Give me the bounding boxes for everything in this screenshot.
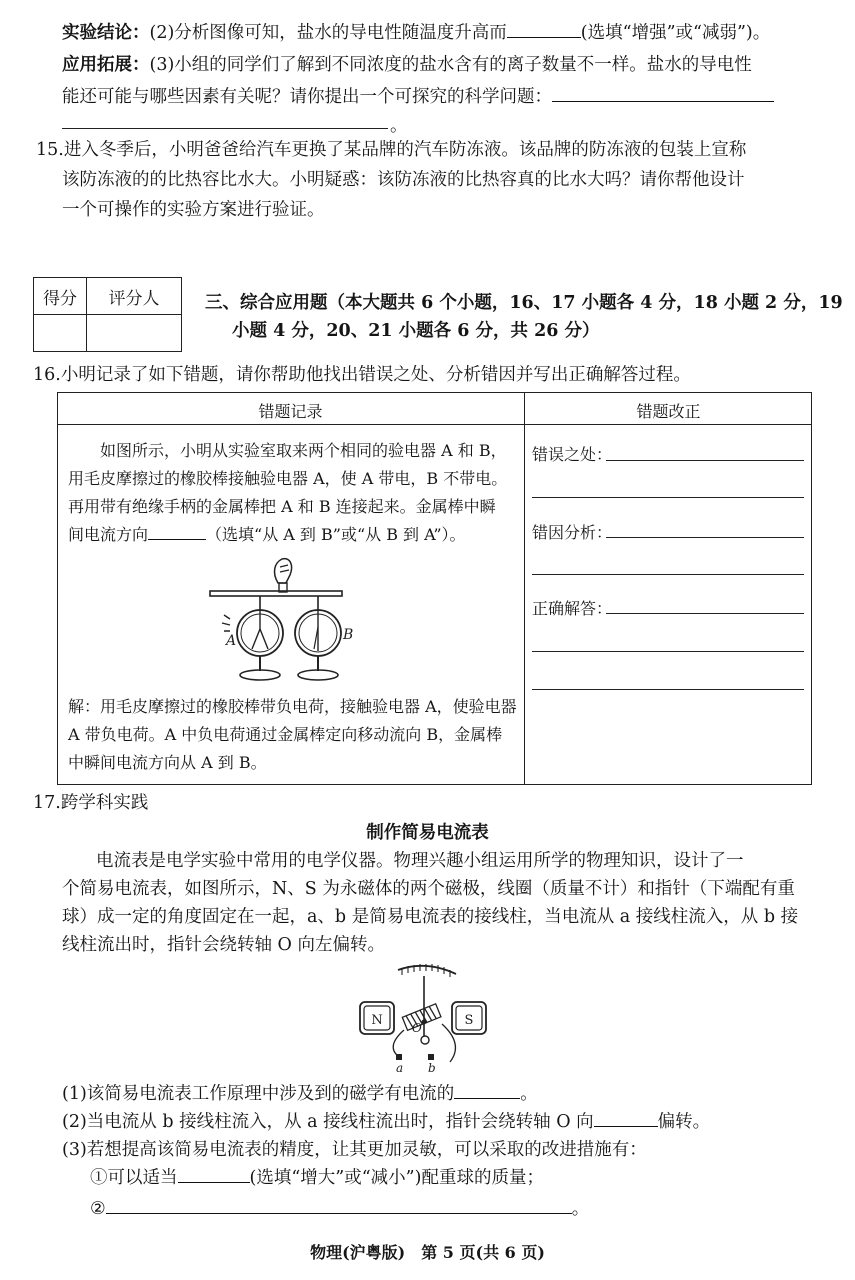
cause-line-2[interactable] bbox=[532, 574, 804, 575]
cause-label: 错因分析： bbox=[532, 523, 613, 542]
score-label: 得分 bbox=[34, 278, 87, 315]
error-label: 错误之处： bbox=[532, 445, 613, 464]
q14-extension: 应用拓展：(3)小组的同学们了解到不同浓度的盐水含有的离子数量不一样。盐水的导电性 bbox=[62, 55, 752, 75]
conclusion-label: 实验结论： bbox=[62, 23, 150, 43]
answer-line[interactable] bbox=[62, 128, 388, 129]
extension-label: 应用拓展： bbox=[62, 55, 150, 75]
n-pole-label: N bbox=[371, 1013, 383, 1028]
question-number: 15. bbox=[36, 140, 64, 160]
table-column-rule bbox=[524, 392, 525, 784]
ammeter-figure bbox=[352, 958, 492, 1074]
q14-conclusion: 实验结论：(2)分析图像可知，盐水的导电性随温度升高而 (选填“增强”或“减弱”)。 bbox=[62, 23, 771, 43]
q14-extension-line2: 能还可能与哪些因素有关呢？请你提出一个可探究的科学问题： bbox=[62, 84, 774, 110]
q15-line2: 该防冻液的的比热容比水大。小明疑惑：该防冻液的比热容真的比水大吗？请你帮他设计 bbox=[62, 170, 745, 190]
correct-line-2[interactable] bbox=[532, 651, 804, 652]
q17-option2: ② 。 bbox=[90, 1199, 590, 1219]
correct-label: 正确解答： bbox=[532, 599, 613, 618]
record-line-1: 如图所示，小明从实验室取来两个相同的验电器 A 和 B， bbox=[100, 441, 507, 460]
record-line-3: 再用带有绝缘手柄的金属棒把 A 和 B 连接起来。金属棒中瞬 bbox=[68, 497, 496, 516]
cause-line[interactable] bbox=[606, 537, 804, 538]
answer-blank[interactable] bbox=[594, 1125, 658, 1127]
score-box bbox=[33, 277, 182, 352]
q17-para-4: 线柱流出时，指针会绕转轴 O 向左偏转。 bbox=[62, 935, 385, 955]
table-header-rule bbox=[57, 424, 812, 425]
section-title-line1: 三、综合应用题（本大题共 6 个小题，16、17 小题各 4 分，18 小题 2 分，19 bbox=[205, 293, 843, 313]
answer-blank[interactable] bbox=[106, 1212, 572, 1214]
question-number: 16. bbox=[33, 365, 61, 385]
electroscope-figure bbox=[200, 553, 360, 693]
q17-heading: 17.跨学科实践 bbox=[33, 793, 149, 813]
q16-prompt: 16.小明记录了如下错题，请你帮助他找出错误之处、分析错因并写出正确解答过程。 bbox=[33, 365, 691, 385]
q15-line1: 15.进入冬季后，小明爸爸给汽车更换了某品牌的汽车防冻液。该品牌的防冻液的包装上宣称 bbox=[36, 140, 747, 160]
q15-line3: 一个可操作的实验方案进行验证。 bbox=[62, 200, 325, 220]
q17-sub1: (1)该简易电流表工作原理中涉及到的磁学有电流的 。 bbox=[62, 1084, 538, 1104]
q17-para-2: 个简易电流表，如图所示，N、S 为永磁体的两个磁极，线圈（质量不计）和指针（下端配有重 bbox=[62, 879, 795, 899]
record-line-2: 用毛皮摩擦过的橡胶棒接触验电器 A，使 A 带电，B 不带电。 bbox=[68, 469, 508, 488]
q17-sub2: (2)当电流从 b 接线柱流入，从 a 接线柱流出时，指针会绕转轴 O 向 偏转。 bbox=[62, 1112, 711, 1132]
q17-para-1: 电流表是电学实验中常用的电学仪器。物理兴趣小组运用所学的物理知识，设计了一 bbox=[96, 851, 744, 871]
correct-line-3[interactable] bbox=[532, 689, 804, 690]
page-footer: 物理(沪粤版) 第 5 页(共 6 页) bbox=[310, 1243, 545, 1262]
correct-line[interactable] bbox=[606, 613, 804, 614]
answer-blank[interactable] bbox=[178, 1181, 250, 1183]
grader-label: 评分人 bbox=[87, 278, 182, 315]
answer-blank[interactable] bbox=[454, 1097, 520, 1099]
section-title-line2: 小题 4 分，20、21 小题各 6 分，共 26 分） bbox=[232, 321, 600, 341]
grader-cell[interactable] bbox=[87, 315, 182, 352]
solution-line-2: A 带负电荷。A 中负电荷通过金属棒定向移动流向 B，金属棒 bbox=[68, 725, 503, 744]
error-line-2[interactable] bbox=[532, 497, 804, 498]
terminal-a-label: a bbox=[396, 1061, 404, 1074]
terminal-b-label: b bbox=[428, 1061, 436, 1074]
answer-blank[interactable] bbox=[507, 36, 581, 38]
period: 。 bbox=[390, 116, 408, 136]
label-b: B bbox=[343, 627, 354, 643]
score-cell[interactable] bbox=[34, 315, 87, 352]
q17-sub3: (3)若想提高该简易电流表的精度，让其更加灵敏，可以采取的改进措施有： bbox=[62, 1140, 647, 1160]
answer-blank[interactable] bbox=[552, 100, 774, 102]
error-line[interactable] bbox=[606, 460, 804, 461]
col-header-record: 错题记录 bbox=[258, 402, 323, 421]
q17-title: 制作简易电流表 bbox=[366, 823, 489, 843]
label-a: A bbox=[226, 633, 237, 649]
s-pole-label: S bbox=[464, 1013, 474, 1028]
q17-option1: ①可以适当 (选填“增大”或“减小”)配重球的质量； bbox=[90, 1168, 544, 1188]
solution-line-1: 解：用毛皮摩擦过的橡胶棒带负电荷，接触验电器 A，使验电器 bbox=[68, 697, 517, 716]
solution-line-3: 中瞬间电流方向从 A 到 B。 bbox=[68, 753, 267, 772]
question-number: 17. bbox=[33, 793, 61, 813]
answer-blank[interactable] bbox=[148, 538, 206, 540]
q17-para-3: 球）成一定的角度固定在一起，a、b 是简易电流表的接线柱，当电流从 a 接线柱流入，从 b 接 bbox=[62, 907, 799, 927]
record-line-4: 间电流方向 （选填“从 A 到 B”或“从 B 到 A”）。 bbox=[68, 525, 466, 544]
axis-o-label: O bbox=[412, 1021, 422, 1035]
col-header-correction: 错题改正 bbox=[636, 402, 701, 421]
